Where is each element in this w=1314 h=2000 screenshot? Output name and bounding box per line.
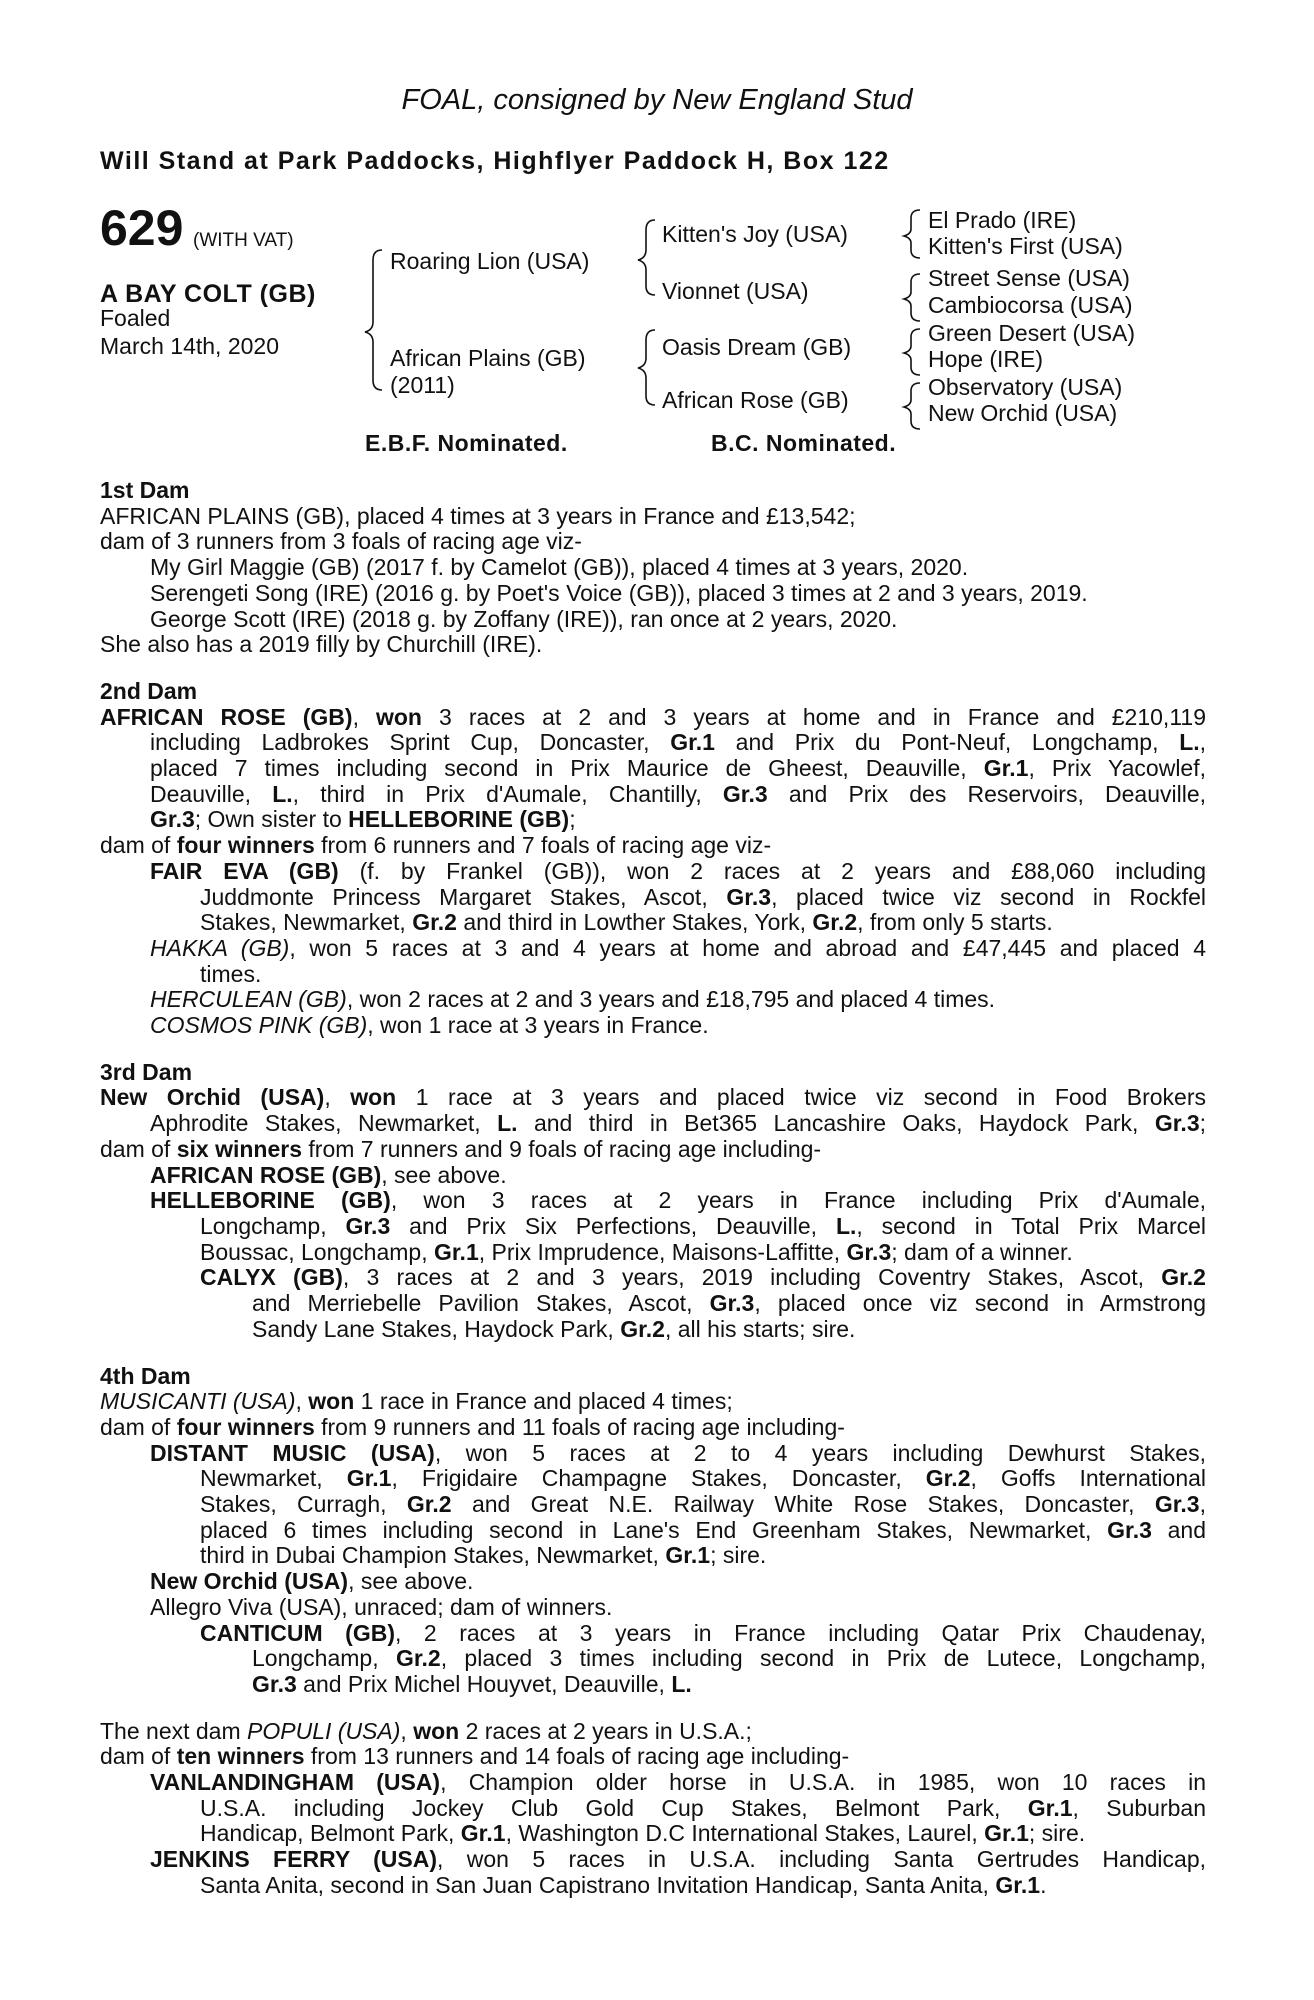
fourth-dam-heading: 4th Dam (100, 1362, 191, 1389)
vat-note: (WITH VAT) (193, 230, 294, 251)
text: dam of (100, 832, 171, 859)
second-dam-line (100, 807, 1206, 833)
grade: Gr.2 (412, 909, 457, 936)
won-text: won (375, 703, 422, 730)
text: , see above. (348, 1568, 474, 1595)
text: Stakes, Newmarket, (200, 909, 406, 936)
grade: Gr.2 (925, 1465, 971, 1492)
produce-line (100, 1163, 1206, 1189)
produce-line (100, 1240, 1206, 1266)
text: from 9 runners and 11 foals of racing age including- (321, 1413, 845, 1440)
text: 1 race in France and placed 4 times; (360, 1388, 733, 1415)
produce-line (100, 1672, 1206, 1698)
produce-line (100, 987, 1206, 1013)
grade: L. (497, 1110, 518, 1137)
produce-line (100, 1317, 1206, 1343)
text: , second in Total Prix Marcel (856, 1212, 1207, 1239)
g7: Observatory (USA) (928, 374, 1123, 400)
produce-line (100, 1796, 1206, 1822)
text: , 3 races at 2 and 3 years, 2019 including Coventry Stakes, Ascot, (342, 1264, 1144, 1291)
bracket-sire (638, 220, 655, 295)
text: and (1167, 1516, 1206, 1543)
second-dam-line (100, 782, 1206, 808)
pedigree-notes (100, 478, 1206, 1899)
produce-line (100, 1770, 1206, 1796)
text: , Goffs International (970, 1465, 1207, 1492)
grade: Gr.2 (812, 909, 858, 936)
text: Stakes, Curragh, (200, 1491, 387, 1518)
lot-number: 629 (100, 200, 184, 256)
produce-line (100, 1265, 1206, 1291)
grade: Gr.1 (984, 1820, 1029, 1847)
produce-line (100, 859, 1206, 885)
spacer (100, 1698, 1206, 1719)
text: ; dam of a winner. (891, 1238, 1073, 1265)
horse-name: New Orchid (USA) (100, 1084, 325, 1111)
horse-name: AFRICAN ROSE (GB) (100, 703, 353, 730)
grade: Gr.3 (1107, 1516, 1152, 1543)
g8: New Orchid (USA) (928, 400, 1118, 426)
text: , won 5 races in U.S.A. including Santa Gertrudes Handicap, (437, 1846, 1206, 1873)
text: Newmarket, (200, 1465, 323, 1492)
first-dam-produce: Serengeti Song (IRE) (2016 g. by Poet's Voice (GB)), placed 3 times at 2 and 3 years, 2019. (150, 579, 1088, 606)
text: . (1040, 1871, 1047, 1898)
horse-name: JENKINS FERRY (USA) (150, 1846, 437, 1873)
produce-line (100, 1569, 1206, 1595)
text: , Suburban (1072, 1794, 1206, 1821)
produce-line: Allegro Viva (USA), unraced; dam of winners. (150, 1593, 613, 1620)
g6: Hope (IRE) (928, 346, 1044, 372)
horse-name: MUSICANTI (USA) (100, 1388, 296, 1415)
text: and Prix Michel Houyvet, Deauville, (303, 1670, 665, 1697)
produce-line (100, 1492, 1206, 1518)
produce-line (100, 885, 1206, 911)
text: ; Own sister to (194, 806, 342, 833)
won-text: won (350, 1084, 397, 1111)
text: Juddmonte Princess Margaret Stakes, Ascot, (200, 883, 708, 910)
text: and Prix Six Perfections, Deauville, (409, 1212, 818, 1239)
text: from 13 runners and 14 foals of racing age including- (310, 1743, 850, 1770)
grade: Gr.3 (726, 883, 772, 910)
grade: Gr.2 (395, 1645, 441, 1672)
produce-line (100, 1518, 1206, 1544)
grade: Gr.3 (252, 1670, 297, 1697)
horse-name: VANLANDINGHAM (USA) (150, 1769, 441, 1796)
text: Sandy Lane Stakes, Haydock Park, (252, 1315, 614, 1342)
grade: L. (835, 1212, 857, 1239)
grade: L. (1179, 729, 1200, 756)
text: , won 5 races at 3 and 4 years at home and abroad and £47,445 and placed 4 (289, 934, 1207, 961)
produce-line (100, 1873, 1206, 1899)
grade: Gr.3 (1154, 1110, 1200, 1137)
text: placed 7 times including second in Prix Maurice de Gheest, Deauville, (150, 755, 967, 782)
horse-name: HELLEBORINE (GB) (150, 1187, 391, 1214)
text: , Prix Yacowlef, (1028, 755, 1207, 782)
text: , placed 3 times including second in Prix de Lutece, Longchamp, (440, 1645, 1206, 1672)
produce-line (100, 1621, 1206, 1647)
horse-name: HELLEBORINE (GB) (348, 806, 570, 833)
g3: Street Sense (USA) (928, 265, 1130, 291)
third-dam-line (100, 1137, 1206, 1163)
winners-count: ten winners (176, 1743, 305, 1770)
text: , Washington D.C International Stakes, Laurel, (505, 1820, 978, 1847)
produce-line (100, 910, 1206, 936)
first-dam-line: She also has a 2019 filly by Churchill (IRE). (100, 631, 543, 658)
text: , Frigidaire Champagne Stakes, Doncaster, (391, 1465, 902, 1492)
text: , won 5 races at 2 to 4 years including Dewhurst Stakes, (434, 1439, 1206, 1466)
grade: Gr.3 (150, 806, 195, 833)
first-dam-line: dam of 3 runners from 3 foals of racing age viz- (100, 528, 582, 555)
bracket-g34 (904, 274, 920, 321)
produce-line (100, 1466, 1206, 1492)
horse-name: AFRICAN ROSE (GB) (150, 1161, 382, 1188)
g1: El Prado (IRE) (928, 207, 1077, 233)
produce-line (100, 1214, 1206, 1240)
third-dam-line (100, 1111, 1206, 1137)
grade: Gr.1 (995, 1871, 1041, 1898)
text: and Prix des Reservoirs, Deauville, (788, 780, 1207, 807)
text: ; sire. (710, 1542, 767, 1569)
text: , Prix Imprudence, Maisons-Laffitte, (478, 1238, 841, 1265)
text: from 7 runners and 9 foals of racing age including- (308, 1135, 822, 1162)
produce-line (100, 1847, 1206, 1873)
grade: Gr.3 (846, 1238, 892, 1265)
won-text: won (308, 1388, 355, 1415)
foaled-label: Foaled (100, 305, 171, 331)
text: , from only 5 starts. (857, 909, 1053, 936)
ebf-nominated: E.B.F. Nominated. (365, 430, 568, 456)
produce-line (100, 1646, 1206, 1672)
bracket-dam (638, 330, 655, 405)
text: , won 3 races at 2 years in France including Prix d'Aumale, (390, 1187, 1206, 1214)
sire-dam: Vionnet (USA) (662, 278, 809, 304)
text: dam of (100, 1413, 171, 1440)
text: Boussac, Longchamp, (200, 1238, 428, 1265)
text: U.S.A. including Jockey Club Gold Cup Stakes, Belmont Park, (200, 1794, 1001, 1821)
text: ; (569, 806, 576, 833)
bracket-g78 (904, 383, 920, 429)
text: Longchamp, (252, 1645, 379, 1672)
winners-count: four winners (176, 832, 315, 859)
bc-nominated: B.C. Nominated. (711, 430, 897, 456)
second-dam-line (100, 756, 1206, 782)
grade: Gr.1 (433, 1238, 479, 1265)
text: , see above. (381, 1161, 507, 1188)
produce-line (100, 1291, 1206, 1317)
text: Deauville, (150, 780, 251, 807)
next-dam-line: The next dam POPULI (USA), won 2 races at 2 years in U.S.A.; (100, 1717, 752, 1744)
grade: Gr.1 (346, 1465, 392, 1492)
grade: Gr.3 (1154, 1491, 1200, 1518)
text: (f. by Frankel (GB)), won 2 races at 2 years and £88,060 including (359, 857, 1206, 884)
text: and Great N.E. Railway White Rose Stakes, Doncaster, (471, 1491, 1135, 1518)
grade: L. (272, 780, 293, 807)
text: and third in Lowther Stakes, York, (463, 909, 806, 936)
second-dam-line: including Ladbrokes Sprint Cup, Doncaster, Gr.1 and Prix du Pont-Neuf, Longchamp, L., (150, 729, 1207, 756)
g2: Kitten's First (USA) (928, 233, 1123, 259)
dam: African Plains (GB) (390, 345, 586, 371)
produce-line (100, 936, 1206, 962)
bracket-g56 (904, 329, 920, 375)
bracket-sire-dam (365, 250, 382, 390)
text: placed 6 times including second in Lane's End Greenham Stakes, Newmarket, (200, 1516, 1092, 1543)
text: 1 race at 3 years and placed twice viz second in Food Brokers (415, 1084, 1207, 1111)
text: , (1199, 1491, 1206, 1518)
grade: Gr.1 (460, 1820, 506, 1847)
produce-line (100, 1441, 1206, 1467)
bracket-g12 (904, 210, 920, 258)
third-dam-heading: 3rd Dam (100, 1058, 193, 1085)
g5: Green Desert (USA) (928, 320, 1136, 346)
winners-count: six winners (176, 1135, 302, 1162)
text: from 6 runners and 7 foals of racing age viz- (321, 832, 772, 859)
fourth-dam-line: MUSICANTI (USA), won 1 race in France and placed 4 times; (100, 1388, 733, 1415)
produce-line (100, 1821, 1206, 1847)
produce-line (100, 1543, 1206, 1569)
grade: Gr.2 (620, 1315, 665, 1342)
produce-line (100, 1013, 1206, 1039)
text: and third in Bet365 Lancashire Oaks, Haydock Park, (533, 1110, 1139, 1137)
grade: Gr.3 (709, 1290, 755, 1317)
text: dam of (100, 1135, 171, 1162)
winners-count: four winners (176, 1413, 315, 1440)
first-dam-heading: 1st Dam (100, 477, 190, 503)
text: Handicap, Belmont Park, (200, 1820, 455, 1847)
text: , third in Prix d'Aumale, Chantilly, (292, 780, 702, 807)
text: 2 races at 2 years in U.S.A.; (465, 1717, 752, 1744)
text: , placed once viz second in Armstrong (754, 1290, 1207, 1317)
horse-name: COSMOS PINK (GB) (150, 1012, 368, 1039)
text: ; (1199, 1110, 1207, 1137)
grade: Gr.1 (670, 729, 715, 756)
horse-name: HAKKA (GB) (150, 934, 290, 961)
grade: L. (671, 1670, 692, 1697)
produce-line (100, 1188, 1206, 1214)
text: third in Dubai Champion Stakes, Newmarket, (200, 1542, 659, 1569)
horse-name: POPULI (USA) (247, 1717, 401, 1744)
next-dam-line (100, 1744, 1206, 1770)
foaled-date: March 14th, 2020 (100, 333, 280, 359)
text: Longchamp, (200, 1212, 327, 1239)
first-dam-line: AFRICAN PLAINS (GB), placed 4 times at 3 years in France and £13,542; (100, 502, 856, 529)
horse-name: CALYX (GB) (200, 1264, 343, 1291)
text: , placed twice viz second in Rockfel (771, 883, 1207, 910)
grade: Gr.3 (345, 1212, 391, 1239)
text: and Prix du Pont-Neuf, Longchamp, (735, 729, 1159, 756)
stand-line: Will Stand at Park Paddocks, Highflyer Paddock H, Box 122 (100, 147, 890, 175)
text: , won 2 races at 2 and 3 years and £18,795 and placed 4 times. (346, 986, 996, 1013)
dam-sire: Oasis Dream (GB) (662, 334, 852, 360)
grade: Gr.1 (665, 1542, 711, 1569)
text: including Ladbrokes Sprint Cup, Doncaster, (150, 729, 650, 756)
third-dam-line: New Orchid (USA), won 1 race at 3 years and placed twice viz second in Food Brokers (100, 1084, 1207, 1111)
sire: Roaring Lion (USA) (390, 248, 590, 274)
text: , Champion older horse in U.S.A. in 1985, won 10 races in (440, 1769, 1206, 1796)
grade: Gr.3 (722, 780, 768, 807)
sire-sire: Kitten's Joy (USA) (662, 221, 848, 247)
second-dam-line (100, 833, 1206, 859)
text: and Merriebelle Pavilion Stakes, Ascot, (252, 1290, 693, 1317)
text: Santa Anita, second in San Juan Capistrano Invitation Handicap, Santa Anita, (200, 1871, 989, 1898)
text: ; sire. (1028, 1820, 1086, 1847)
text: , 2 races at 3 years in France including Qatar Prix Chaudenay, (394, 1619, 1206, 1646)
dam-dam: African Rose (GB) (662, 387, 849, 413)
horse-name: FAIR EVA (GB) (150, 857, 339, 884)
second-dam-line: AFRICAN ROSE (GB), won 3 races at 2 and 3 years at home and in France and £210,119 (100, 703, 1206, 730)
text: The next dam (100, 1717, 241, 1744)
text: Aphrodite Stakes, Newmarket, (150, 1110, 481, 1137)
text: , won 1 race at 3 years in France. (367, 1012, 709, 1039)
lot-description: A BAY COLT (GB) (100, 280, 316, 308)
consignor-line: FOAL, consigned by New England Stud (401, 84, 913, 116)
produce-line: times. (200, 960, 262, 987)
grade: Gr.2 (1161, 1264, 1206, 1291)
text: 3 races at 2 and 3 years at home and in France and £210,119 (439, 703, 1206, 730)
second-dam-heading: 2nd Dam (100, 677, 198, 704)
grade: Gr.1 (1027, 1794, 1073, 1821)
horse-name: DISTANT MUSIC (USA) (150, 1439, 435, 1466)
won-text: won (413, 1717, 460, 1744)
first-dam-produce: My Girl Maggie (GB) (2017 f. by Camelot (GB)), placed 4 times at 3 years, 2020. (150, 554, 969, 581)
fourth-dam-line (100, 1415, 1206, 1441)
dam-year: (2011) (390, 372, 455, 398)
horse-name: HERCULEAN (GB) (150, 986, 347, 1013)
g4: Cambiocorsa (USA) (928, 292, 1133, 318)
grade: Gr.2 (406, 1491, 452, 1518)
first-dam-produce: George Scott (IRE) (2018 g. by Zoffany (IRE)), ran once at 2 years, 2020. (150, 605, 898, 632)
text: , all his starts; sire. (664, 1315, 856, 1342)
horse-name: New Orchid (USA) (150, 1568, 349, 1595)
text: dam of (100, 1743, 171, 1770)
grade: Gr.1 (983, 755, 1029, 782)
horse-name: CANTICUM (GB) (200, 1619, 395, 1646)
